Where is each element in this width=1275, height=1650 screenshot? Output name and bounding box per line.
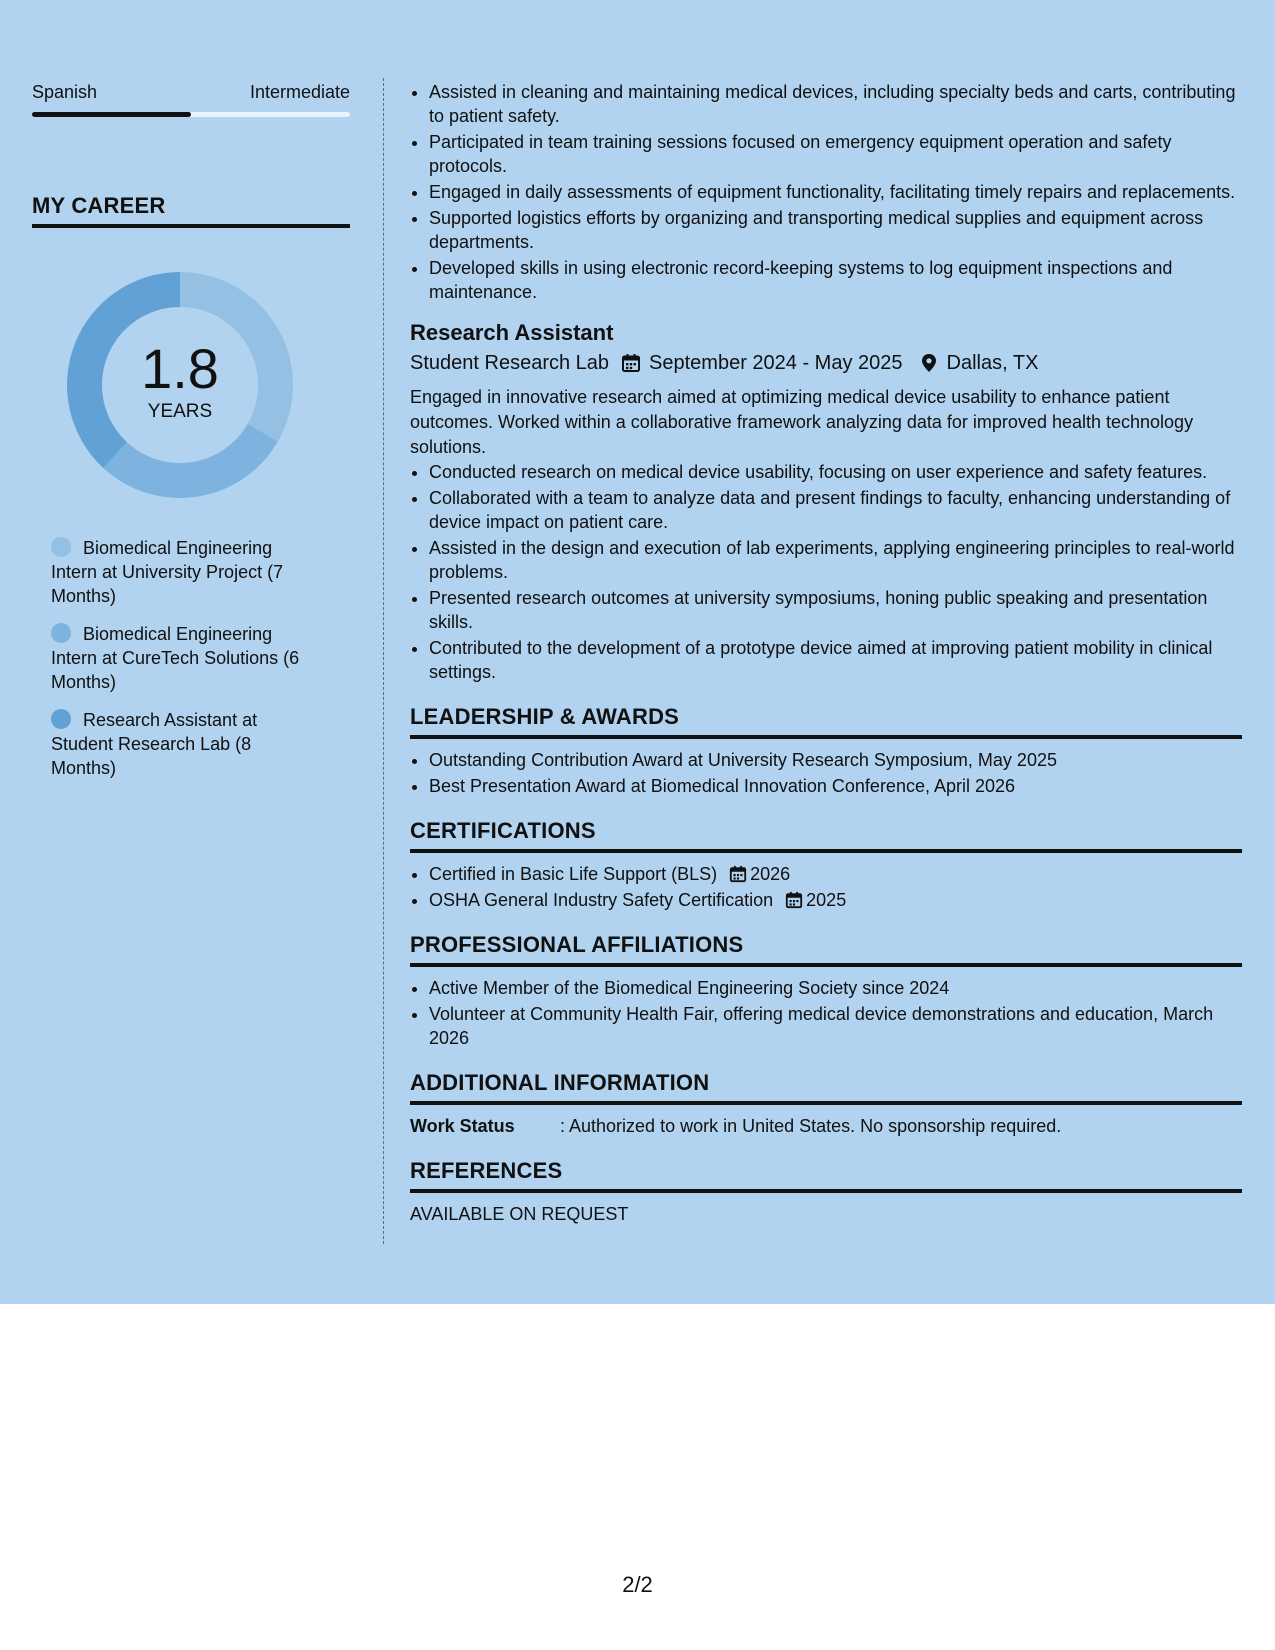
list-item: • Best Presentation Award at Biomedical Innovation Conference, April 2026 [429, 774, 1242, 798]
language-proficiency-fill [32, 112, 191, 117]
job-dates: September 2024 - May 2025 [649, 352, 903, 374]
job-title: Research Assistant [410, 320, 614, 345]
work-status-label: Work Status [410, 1116, 515, 1136]
legend-label: Biomedical Engineering Intern at CureTech Solutions (6 Months) [51, 624, 300, 692]
list-item: • Active Member of the Biomedical Engineering Society since 2024 [429, 976, 1242, 1000]
career-legend [51, 536, 321, 780]
language-level: Intermediate [249, 82, 350, 102]
calendar-icon [729, 865, 747, 883]
legend-label: Research Assistant at Student Research Lab (8 Months) [51, 710, 258, 778]
leadership-section-title: LEADERSHIP & AWARDS [410, 704, 1242, 739]
language-spanish [32, 82, 350, 117]
list-item: • Contributed to the development of a prototype device aimed at improving patient mobility in clinical settings. [429, 636, 1242, 684]
list-item: • Developed skills in using electronic record-keeping systems to log equipment inspections and maintenance. [429, 256, 1242, 304]
affiliations-section-title: PROFESSIONAL AFFILIATIONS [410, 932, 1242, 967]
career-legend-item [51, 622, 321, 694]
map-pin-icon [919, 353, 939, 373]
job-bullets [410, 460, 1242, 684]
left-column [32, 70, 350, 794]
job-summary: Engaged in innovative research aimed at optimizing medical device usability to enhance patient outcomes. Worked within a collaborative framework analyzing data for improved health technology solutions. [410, 387, 1194, 457]
certification-name: • Certified in Basic Life Support (BLS) [429, 864, 718, 884]
legend-dot [51, 623, 71, 643]
career-donut-chart [65, 270, 295, 500]
list-item [429, 888, 1242, 912]
references-text: AVAILABLE ON REQUEST [410, 1204, 629, 1224]
calendar-icon [785, 891, 803, 909]
previous-job-bullets [410, 80, 1242, 304]
list-item: • Volunteer at Community Health Fair, offering medical device demonstrations and education, March 2026 [429, 1002, 1242, 1050]
legend-dot [51, 537, 71, 557]
legend-label: Biomedical Engineering Intern at University Project (7 Months) [51, 538, 284, 606]
work-status-value: : Authorized to work in United States. No sponsorship required. [560, 1116, 1062, 1136]
list-item: • Conducted research on medical device usability, focusing on user experience and safety features. [429, 460, 1242, 484]
calendar-icon [621, 353, 641, 373]
list-item [429, 862, 1242, 886]
certifications-list [410, 862, 1242, 912]
affiliations-list [410, 976, 1242, 1050]
career-legend-item [51, 536, 321, 608]
certification-name: • OSHA General Industry Safety Certification [429, 890, 774, 910]
career-legend-item [51, 708, 321, 780]
language-name: Spanish [32, 82, 98, 102]
list-item: • Outstanding Contribution Award at University Research Symposium, May 2025 [429, 748, 1242, 772]
references-section-title: REFERENCES [410, 1158, 1242, 1193]
additional-info-section-title: ADDITIONAL INFORMATION [410, 1070, 1242, 1105]
career-section-title: MY CAREER [32, 193, 350, 228]
career-total-value: 1.8 [141, 337, 219, 400]
page-number: 2/2 [622, 1572, 653, 1597]
language-proficiency-bar [32, 112, 350, 117]
list-item: • Assisted in cleaning and maintaining medical devices, including specialty beds and carts, contributing to patient safety. [429, 80, 1242, 128]
right-column [410, 80, 1242, 1226]
work-status-row [410, 1114, 1242, 1138]
list-item: • Collaborated with a team to analyze data and present findings to faculty, enhancing understanding of device impact on patient care. [429, 486, 1242, 534]
career-total-unit: YEARS [147, 401, 213, 422]
job-location: Dallas, TX [946, 352, 1039, 374]
column-divider [383, 78, 384, 1244]
list-item: • Assisted in the design and execution of lab experiments, applying engineering principles to real-world problems. [429, 536, 1242, 584]
certification-year: 2025 [806, 890, 847, 910]
legend-dot [51, 709, 71, 729]
list-item: • Presented research outcomes at university symposiums, honing public speaking and presentation skills. [429, 586, 1242, 634]
job-company: Student Research Lab [410, 352, 610, 374]
leadership-list [410, 748, 1242, 798]
list-item: • Participated in team training sessions focused on emergency equipment operation and safety protocols. [429, 130, 1242, 178]
list-item: • Engaged in daily assessments of equipment functionality, facilitating timely repairs and replacements. [429, 180, 1242, 204]
list-item: • Supported logistics efforts by organizing and transporting medical supplies and equipment across departments. [429, 206, 1242, 254]
certification-year: 2026 [750, 864, 791, 884]
job-meta [410, 348, 1242, 378]
certifications-section-title: CERTIFICATIONS [410, 818, 1242, 853]
